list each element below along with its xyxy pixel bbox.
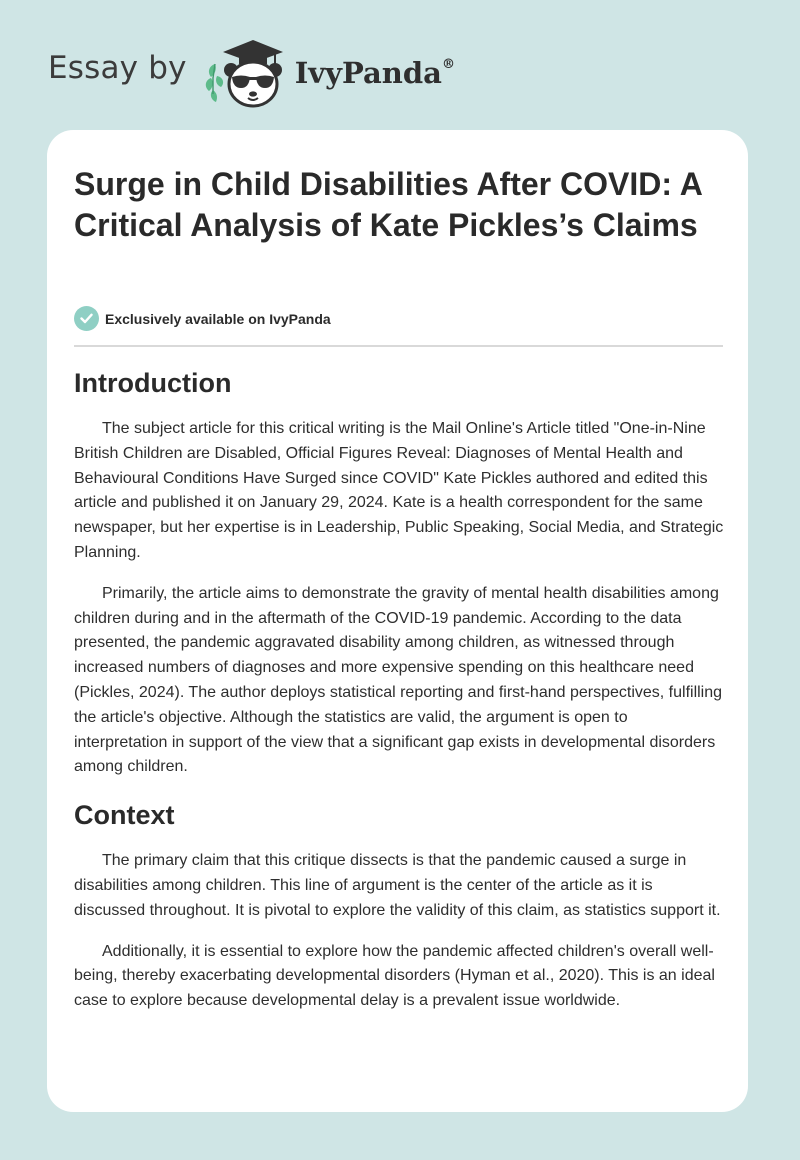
page-title: Surge in Child Disabilities After COVID: A Critical Analysis of Kate Pickles’s Claims: [74, 166, 702, 243]
panda-logo-icon[interactable]: [201, 32, 293, 112]
section-heading-introduction: Introduction: [74, 368, 232, 398]
panda-graduation-cap-icon: [201, 32, 293, 112]
brand-name[interactable]: [295, 56, 455, 90]
registered-mark: ®: [441, 57, 455, 73]
section-heading-context: Context: [74, 800, 175, 831]
essay-body: [74, 360, 724, 1014]
paragraph: The primary claim that this critique dissects is that the pandemic caused a surge in disabilities among children. This line of argument is the center of the article as it is discussed throughout. It is pivotal to explore the validity of this claim, as statistics support it.: [74, 852, 721, 919]
essay-card: [47, 130, 748, 1112]
check-circle-icon: [74, 306, 99, 331]
site-header: [48, 32, 455, 112]
essay-by-label: Essay by: [48, 50, 187, 86]
divider: [74, 345, 723, 347]
ivy-leaf-icon: [206, 64, 223, 102]
brand-text: IvyPanda: [294, 56, 442, 90]
badge-label: Exclusively available on IvyPanda: [105, 310, 331, 327]
paragraph: The subject article for this critical writing is the Mail Online's Article titled "One-in-Nine British Children are Disabled, Official Figures Reveal: Diagnoses of Mental Health and Behavioural Conditions Have Surged since COVID" Kate Pickles authored and edited this article and published it on January 29, 2024. Kate is a health correspondent for the same newspaper, but her expertise is in Leadership, Public Speaking, Social Media, and Strategic Planning.: [74, 420, 724, 561]
exclusive-badge: [74, 306, 331, 331]
paragraph: Additionally, it is essential to explore how the pandemic affected children's overall well-being, thereby exacerbating developmental disorders (Hyman et al., 2020). This is an ideal case to explore because developmental delay is a prevalent issue worldwide.: [74, 942, 715, 1010]
paragraph: Primarily, the article aims to demonstrate the gravity of mental health disabilities among children during and in the aftermath of the COVID-19 pandemic. According to the data presented, the pandemic aggravated disability among children, as witnessed through increased numbers of diagnoses and more expensive spending on this healthcare need (Pickles, 2024). The author deploys statistical reporting and first-hand perspectives, fulfilling the article's objective. Although the statistics are valid, the argument is open to interpretation in support of the view that a significant gap exists in developmental disorders among children.: [74, 584, 723, 776]
